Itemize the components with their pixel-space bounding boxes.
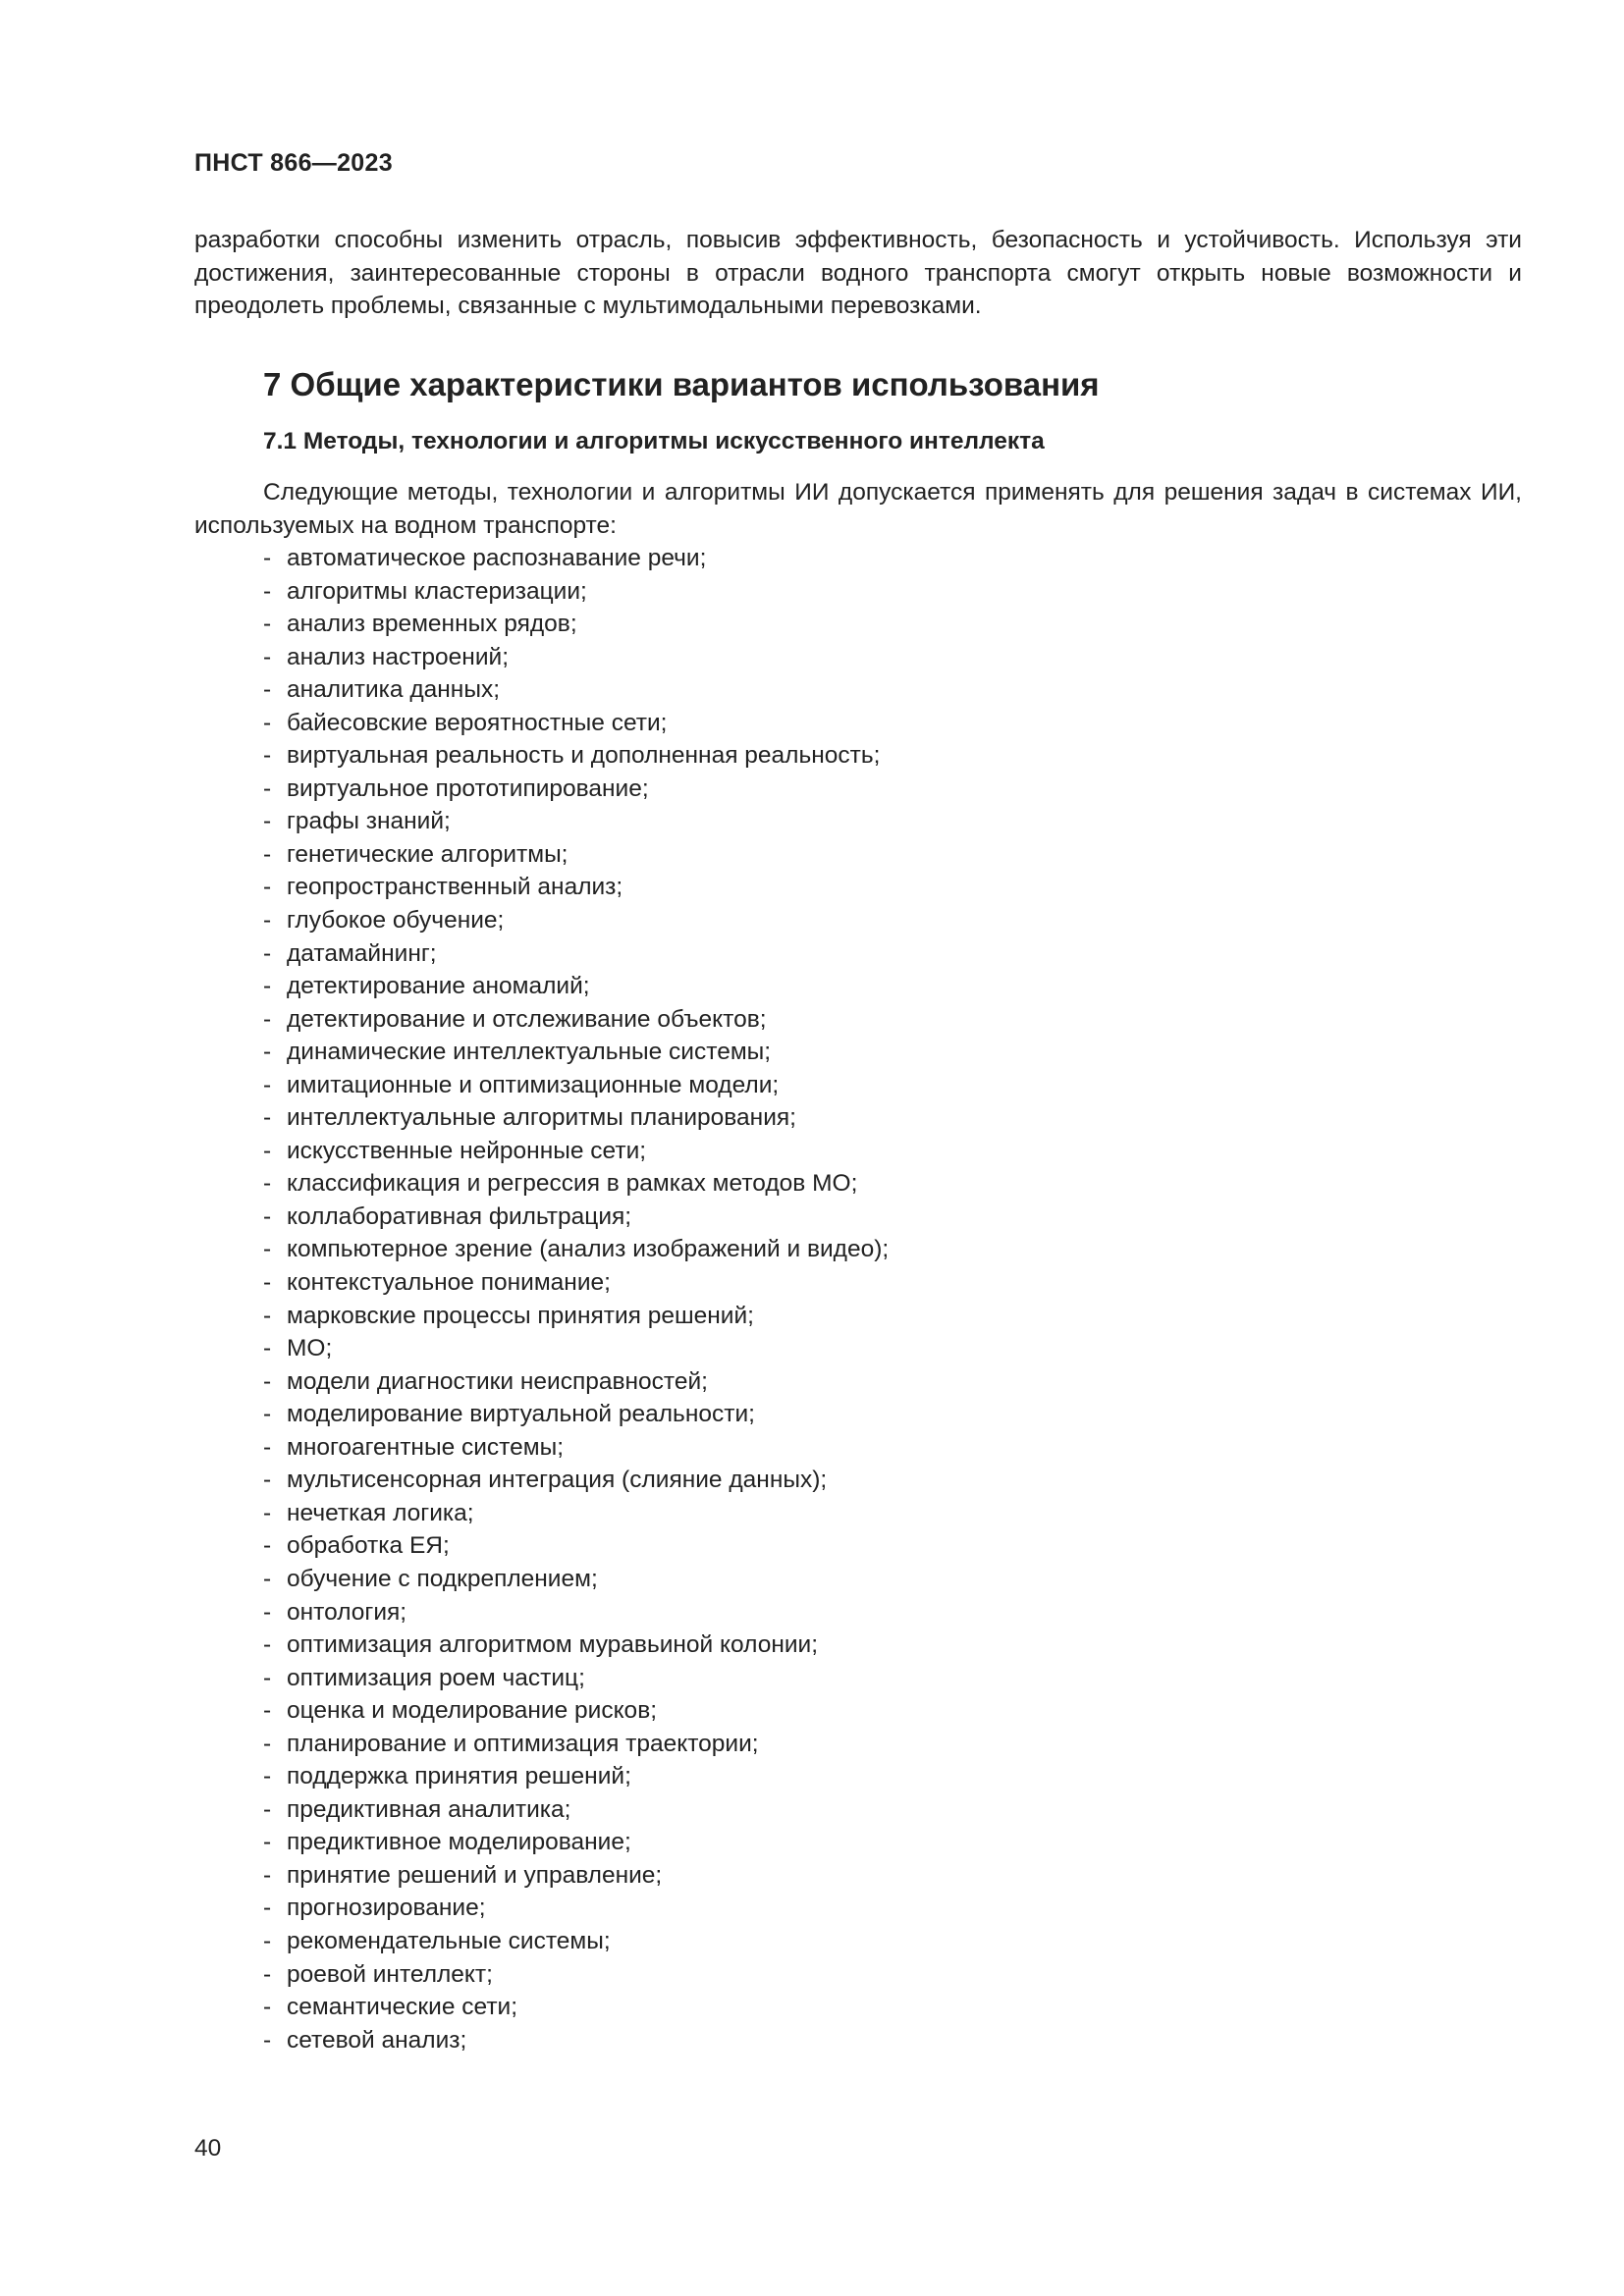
list-item-text: интеллектуальные алгоритмы планирования; bbox=[287, 1104, 796, 1132]
list-item bbox=[263, 542, 889, 575]
list-item-text: контекстуальное понимание; bbox=[287, 1269, 611, 1297]
list-bullet: - bbox=[263, 1927, 272, 1954]
list-item bbox=[263, 1003, 889, 1037]
list-item bbox=[263, 1464, 889, 1497]
list-item bbox=[263, 707, 889, 740]
list-item bbox=[263, 1662, 889, 1695]
list-item-text: виртуальная реальность и дополненная реальность; bbox=[287, 742, 881, 770]
list-item bbox=[263, 1793, 889, 1827]
list-item-text: роевой интеллект; bbox=[287, 1960, 493, 1988]
list-item-text: имитационные и оптимизационные модели; bbox=[287, 1071, 780, 1098]
list-item bbox=[263, 1167, 889, 1201]
list-item-text: сетевой анализ; bbox=[287, 2026, 467, 2054]
list-item-text: рекомендательные системы; bbox=[287, 1927, 611, 1954]
list-item-text: аналитика данных; bbox=[287, 676, 501, 704]
list-bullet: - bbox=[263, 1433, 272, 1461]
list-bullet: - bbox=[263, 1302, 272, 1329]
list-bullet: - bbox=[263, 611, 272, 638]
list-item bbox=[263, 1431, 889, 1465]
list-item bbox=[263, 937, 889, 971]
list-bullet: - bbox=[263, 1401, 272, 1428]
list-item-text: модели диагностики неисправностей; bbox=[287, 1367, 708, 1395]
list-bullet: - bbox=[263, 939, 272, 967]
list-item bbox=[263, 1991, 889, 2024]
list-item bbox=[263, 1201, 889, 1234]
list-item-text: генетические алгоритмы; bbox=[287, 840, 568, 868]
list-bullet: - bbox=[263, 1039, 272, 1066]
list-bullet: - bbox=[263, 1795, 272, 1823]
list-item-text: обучение с подкреплением; bbox=[287, 1565, 598, 1592]
list-item-text: МО; bbox=[287, 1335, 333, 1362]
list-bullet: - bbox=[263, 1170, 272, 1198]
list-item bbox=[263, 1332, 889, 1365]
list-item-text: предиктивное моделирование; bbox=[287, 1829, 631, 1856]
list-item-text: детектирование и отслеживание объектов; bbox=[287, 1005, 767, 1033]
list-item-text: графы знаний; bbox=[287, 808, 451, 835]
list-item-text: геопространственный анализ; bbox=[287, 874, 623, 901]
list-item-text: принятие решений и управление; bbox=[287, 1861, 663, 1889]
document-code: ПНСТ 866—2023 bbox=[194, 149, 393, 177]
list-item-text: моделирование виртуальной реальности; bbox=[287, 1401, 755, 1428]
list-bullet: - bbox=[263, 874, 272, 901]
list-bullet: - bbox=[263, 577, 272, 605]
list-bullet: - bbox=[263, 1137, 272, 1164]
list-bullet: - bbox=[263, 1730, 272, 1757]
list-item-text: марковские процессы принятия решений; bbox=[287, 1302, 754, 1329]
list-item bbox=[263, 1233, 889, 1266]
list-bullet: - bbox=[263, 742, 272, 770]
list-item bbox=[263, 1365, 889, 1399]
list-bullet: - bbox=[263, 1763, 272, 1790]
list-item-text: нечеткая логика; bbox=[287, 1499, 474, 1526]
list-item-text: датамайнинг; bbox=[287, 939, 437, 967]
list-bullet: - bbox=[263, 840, 272, 868]
methods-list bbox=[263, 542, 889, 2056]
list-item bbox=[263, 904, 889, 937]
list-item bbox=[263, 1859, 889, 1893]
list-item bbox=[263, 1529, 889, 1563]
list-item bbox=[263, 1958, 889, 1992]
list-item bbox=[263, 838, 889, 872]
page-number: 40 bbox=[194, 2135, 222, 2162]
list-bullet: - bbox=[263, 1499, 272, 1526]
list-item bbox=[263, 1760, 889, 1793]
list-item-text: оптимизация алгоритмом муравьиной колонии; bbox=[287, 1631, 819, 1659]
list-item bbox=[263, 1266, 889, 1300]
list-item-text: многоагентные системы; bbox=[287, 1433, 565, 1461]
list-item bbox=[263, 1892, 889, 1925]
list-item bbox=[263, 805, 889, 838]
list-item bbox=[263, 1398, 889, 1431]
list-item-text: глубокое обучение; bbox=[287, 907, 505, 934]
list-item bbox=[263, 1728, 889, 1761]
list-item-text: компьютерное зрение (анализ изображений и видео); bbox=[287, 1236, 890, 1263]
list-item bbox=[263, 1300, 889, 1333]
list-bullet: - bbox=[263, 1071, 272, 1098]
list-bullet: - bbox=[263, 1202, 272, 1230]
list-item-text: искусственные нейронные сети; bbox=[287, 1137, 647, 1164]
list-bullet: - bbox=[263, 1104, 272, 1132]
list-bullet: - bbox=[263, 1829, 272, 1856]
list-item-text: коллаборативная фильтрация; bbox=[287, 1202, 632, 1230]
list-item-text: обработка ЕЯ; bbox=[287, 1532, 450, 1560]
list-bullet: - bbox=[263, 709, 272, 736]
list-item bbox=[263, 2024, 889, 2057]
list-item bbox=[263, 1563, 889, 1596]
list-bullet: - bbox=[263, 1598, 272, 1626]
lead-paragraph: Следующие методы, технологии и алгоритмы ИИ допускается применять для решения задач в системах ИИ, используемых на водном транспорте: bbox=[194, 479, 1522, 539]
list-item-text: поддержка принятия решений; bbox=[287, 1763, 631, 1790]
list-item bbox=[263, 1596, 889, 1629]
list-item bbox=[263, 739, 889, 773]
list-item bbox=[263, 608, 889, 641]
list-item bbox=[263, 575, 889, 609]
list-bullet: - bbox=[263, 1960, 272, 1988]
list-item-text: прогнозирование; bbox=[287, 1895, 486, 1922]
list-bullet: - bbox=[263, 1532, 272, 1560]
list-item-text: оптимизация роем частиц; bbox=[287, 1664, 585, 1691]
list-item bbox=[263, 1925, 889, 1958]
intro-paragraph: разработки способны изменить отрасль, повысив эффективность, безопасность и устойчивость. Используя эти достижения, заинтересованные стороны в отрасли водного транспорта смогут открыть новые возможности и преодолеть проблемы, связанные с мультимодальными перевозками. bbox=[194, 227, 1522, 319]
list-item-text: автоматическое распознавание речи; bbox=[287, 545, 707, 571]
list-bullet: - bbox=[263, 1005, 272, 1033]
list-bullet: - bbox=[263, 1269, 272, 1297]
list-item bbox=[263, 1629, 889, 1662]
list-bullet: - bbox=[263, 545, 272, 571]
section-heading: 7 Общие характеристики вариантов использования bbox=[263, 366, 1100, 402]
subsection-heading: 7.1 Методы, технологии и алгоритмы искусственного интеллекта bbox=[263, 428, 1045, 454]
list-item bbox=[263, 1826, 889, 1859]
list-item bbox=[263, 673, 889, 707]
list-item bbox=[263, 1135, 889, 1168]
list-item-text: детектирование аномалий; bbox=[287, 973, 590, 1000]
list-bullet: - bbox=[263, 1565, 272, 1592]
list-item-text: байесовские вероятностные сети; bbox=[287, 709, 668, 736]
list-item-text: семантические сети; bbox=[287, 1994, 518, 2021]
list-bullet: - bbox=[263, 1236, 272, 1263]
list-item-text: оценка и моделирование рисков; bbox=[287, 1697, 658, 1725]
list-bullet: - bbox=[263, 1664, 272, 1691]
list-item-text: планирование и оптимизация траектории; bbox=[287, 1730, 759, 1757]
list-item bbox=[263, 1694, 889, 1728]
list-item bbox=[263, 1497, 889, 1530]
list-item bbox=[263, 871, 889, 904]
list-bullet: - bbox=[263, 774, 272, 802]
list-bullet: - bbox=[263, 676, 272, 704]
list-bullet: - bbox=[263, 808, 272, 835]
list-bullet: - bbox=[263, 1697, 272, 1725]
list-item bbox=[263, 773, 889, 806]
list-bullet: - bbox=[263, 1994, 272, 2021]
list-bullet: - bbox=[263, 2026, 272, 2054]
list-item bbox=[263, 970, 889, 1003]
list-bullet: - bbox=[263, 907, 272, 934]
list-item-text: алгоритмы кластеризации; bbox=[287, 577, 587, 605]
list-bullet: - bbox=[263, 643, 272, 670]
list-bullet: - bbox=[263, 1367, 272, 1395]
list-item bbox=[263, 1069, 889, 1102]
list-bullet: - bbox=[263, 973, 272, 1000]
list-bullet: - bbox=[263, 1467, 272, 1494]
list-item-text: анализ настроений; bbox=[287, 643, 510, 670]
list-item-text: онтология; bbox=[287, 1598, 407, 1626]
list-item bbox=[263, 1036, 889, 1069]
list-bullet: - bbox=[263, 1861, 272, 1889]
list-item-text: мультисенсорная интеграция (слияние данных); bbox=[287, 1467, 828, 1494]
list-item-text: предиктивная аналитика; bbox=[287, 1795, 571, 1823]
list-item-text: динамические интеллектуальные системы; bbox=[287, 1039, 772, 1066]
list-bullet: - bbox=[263, 1335, 272, 1362]
list-bullet: - bbox=[263, 1631, 272, 1659]
list-bullet: - bbox=[263, 1895, 272, 1922]
list-item-text: виртуальное прототипирование; bbox=[287, 774, 649, 802]
list-item bbox=[263, 1101, 889, 1135]
list-item-text: анализ временных рядов; bbox=[287, 611, 577, 638]
list-item-text: классификация и регрессия в рамках методов МО; bbox=[287, 1170, 858, 1198]
list-item bbox=[263, 641, 889, 674]
